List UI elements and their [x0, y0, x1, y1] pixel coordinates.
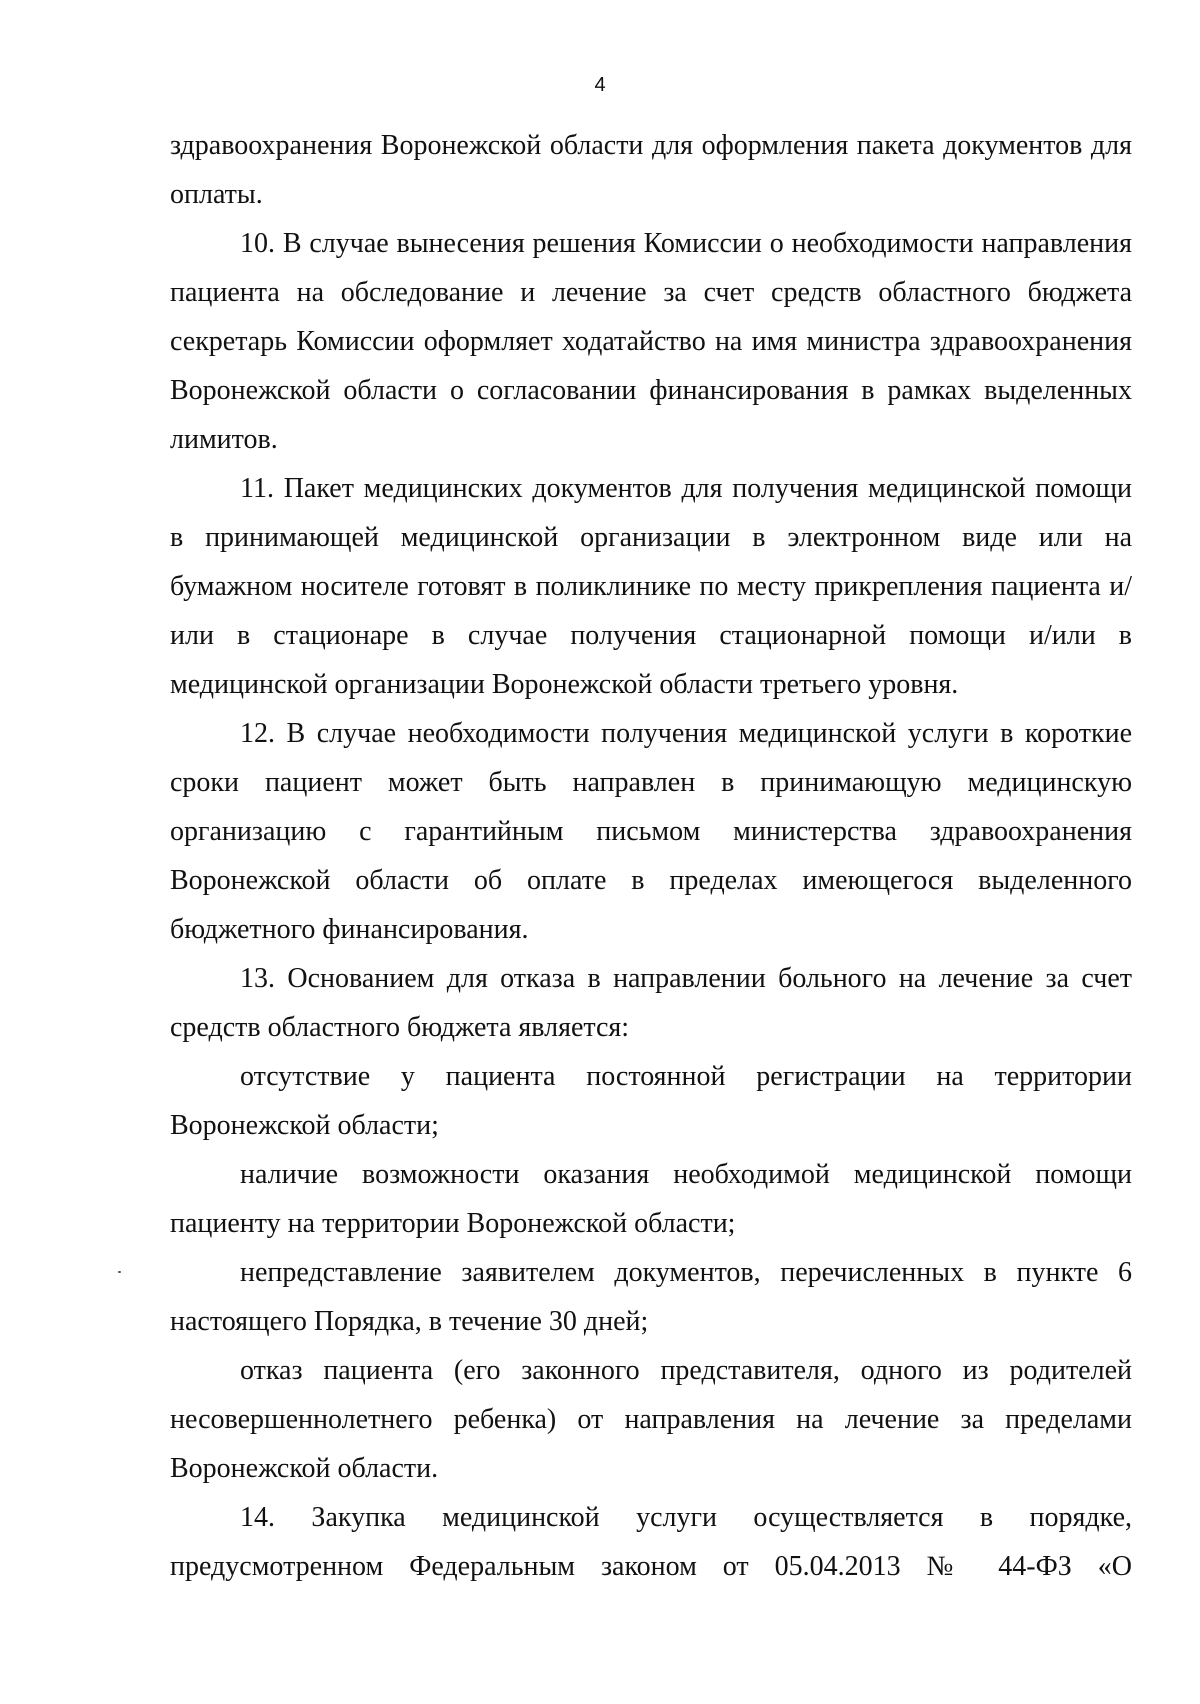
scan-speck: [118, 1271, 121, 1273]
page-number: 4: [594, 74, 606, 96]
paragraph-13-item-no-registration: отсутствие у пациента постоянной регистрации на территории Воронежской области;: [170, 1061, 1132, 1141]
paragraph-11: 11. Пакет медицинских документов для получения медицинской помощи в принимающей медицинской организации в электронном виде или на бумажном носителе готовят в поликлинике по месту прикрепления пациента и/или в стационаре в случае получения стационарной помощи и/или в медицинской организации Воронежской области третьего уровня.: [170, 473, 1132, 700]
paragraph-13-item-documents-missing: непредставление заявителем документов, перечисленных в пункте 6 настоящего Порядка, в течение 30 дней;: [170, 1257, 1132, 1337]
paragraph-continuation: здравоохранения Воронежской области для оформления пакета документов для оплаты.: [170, 130, 1132, 210]
paragraph-14: 14. Закупка медицинской услуги осуществляется в порядке, предусмотренном Федеральным законом от 05.04.2013 № 44-ФЗ «О: [170, 1502, 1132, 1582]
paragraph-12: 12. В случае необходимости получения медицинской услуги в короткие сроки пациент может быть направлен в принимающую медицинскую организацию с гарантийным письмом министерства здравоохранения Воронежской области об оплате в пределах имеющегося выделенного бюджетного финансирования.: [170, 718, 1132, 945]
paragraph-13: 13. Основанием для отказа в направлении больного на лечение за счет средств областного бюджета является:: [170, 963, 1132, 1043]
paragraph-13-item-patient-refusal: отказ пациента (его законного представителя, одного из родителей несовершеннолетнего ребенка) от направления на лечение за пределами Воронежской области.: [170, 1355, 1132, 1484]
document-body: [170, 121, 1132, 1591]
paragraph-13-item-local-care-available: наличие возможности оказания необходимой медицинской помощи пациенту на территории Воронежской области;: [170, 1159, 1132, 1239]
paragraph-10: 10. В случае вынесения решения Комиссии о необходимости направления пациента на обследование и лечение за счет средств областного бюджета секретарь Комиссии оформляет ходатайство на имя министра здравоохранения Воронежской области о согласовании финансирования в рамках выделенных лимитов.: [170, 228, 1132, 455]
